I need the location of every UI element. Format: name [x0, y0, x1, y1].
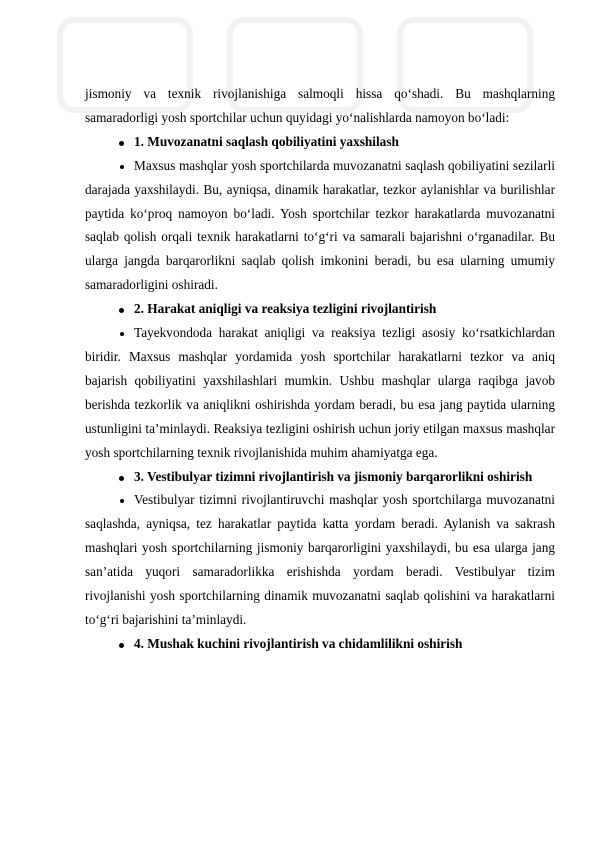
section-body-3	[85, 488, 555, 631]
section-body-text: Maxsus mashqlar yosh sportchilarda muvozanatni saqlash qobiliyatini sezilarli darajada yaxshilaydi. Bu, ayniqsa, dinamik harakatlar, tezkor aylanishlar va burilishlar paytida ko‘proq namoyon bo‘ladi. Yosh sportchilar tezkor harakatlarda muvozanatni saqlab qolish orqali texnik harakatlarni to‘g‘ri va samarali bajarishni o‘rganadilar. Bu ularga jangda barqarorlikni saqlab qolish imkonini beradi, bu esa ularning umumiy samaradorligini oshiradi.	[85, 157, 555, 293]
section-body-text: Vestibulyar tizimni rivojlantiruvchi mashqlar yosh sportchilarga muvozanatni saqlashda, ayniqsa, tez harakatlar paytida katta yordam beradi. Aylanish va sakrash mashqlari yosh sportchilarning jismoniy barqarorligini yaxshilaydi, bu esa ularga jang san’atida yuqori samaradorlikka erishishda yordam beradi. Vestibulyar tizim rivojlanishi yosh sportchilarning dinamik muvozanatni saqlab qolishini va harakatlarni to‘g‘ri bajarishini ta’minlaydi.	[85, 492, 555, 627]
section-heading-3	[85, 465, 555, 489]
section-heading-text: 2. Harakat aniqligi va reaksiya tezligini rivojlantirish	[134, 301, 437, 317]
section-heading-1	[85, 130, 555, 154]
section-heading-2	[85, 297, 555, 321]
intro-paragraph: jismoniy va texnik rivojlanishiga salmoqli hissa qo‘shadi. Bu mashqlarning samaradorligi yosh sportchilar uchun quyidagi yo‘nalishlarda namoyon bo‘ladi:	[85, 86, 555, 125]
section-heading-text: 3. Vestibulyar tizimni rivojlantirish va jismoniy barqarorlikni oshirish	[134, 468, 533, 484]
section-body-text: Tayekvondoda harakat aniqligi va reaksiya tezligi asosiy ko‘rsatkichlardan biridir. Maxsus mashqlar yordamida yosh sportchilar harakatlarni tezkor va aniq bajarish qobiliyatini yaxshilashlari mumkin. Ushbu mashqlar ularga raqibga javob berishda tezkorlik va aniqlikni oshirishda yordam beradi, bu esa jang paytida ularning ustunligini ta’minlaydi. Reaksiya tezligini oshirish uchun joriy etilgan maxsus mashqlar yosh sportchilarning texnik rivojlanishida muhim ahamiyatga ega.	[85, 325, 555, 460]
section-body-2	[85, 321, 555, 464]
section-heading-4	[85, 632, 555, 656]
section-heading-text: 4. Mushak kuchini rivojlantirish va chidamlilikni oshirish	[134, 635, 463, 651]
section-heading-text: 1. Muvozanatni saqlash qobiliyatini yaxshilash	[134, 133, 399, 149]
section-body-1	[85, 154, 555, 297]
document-page	[85, 82, 555, 656]
